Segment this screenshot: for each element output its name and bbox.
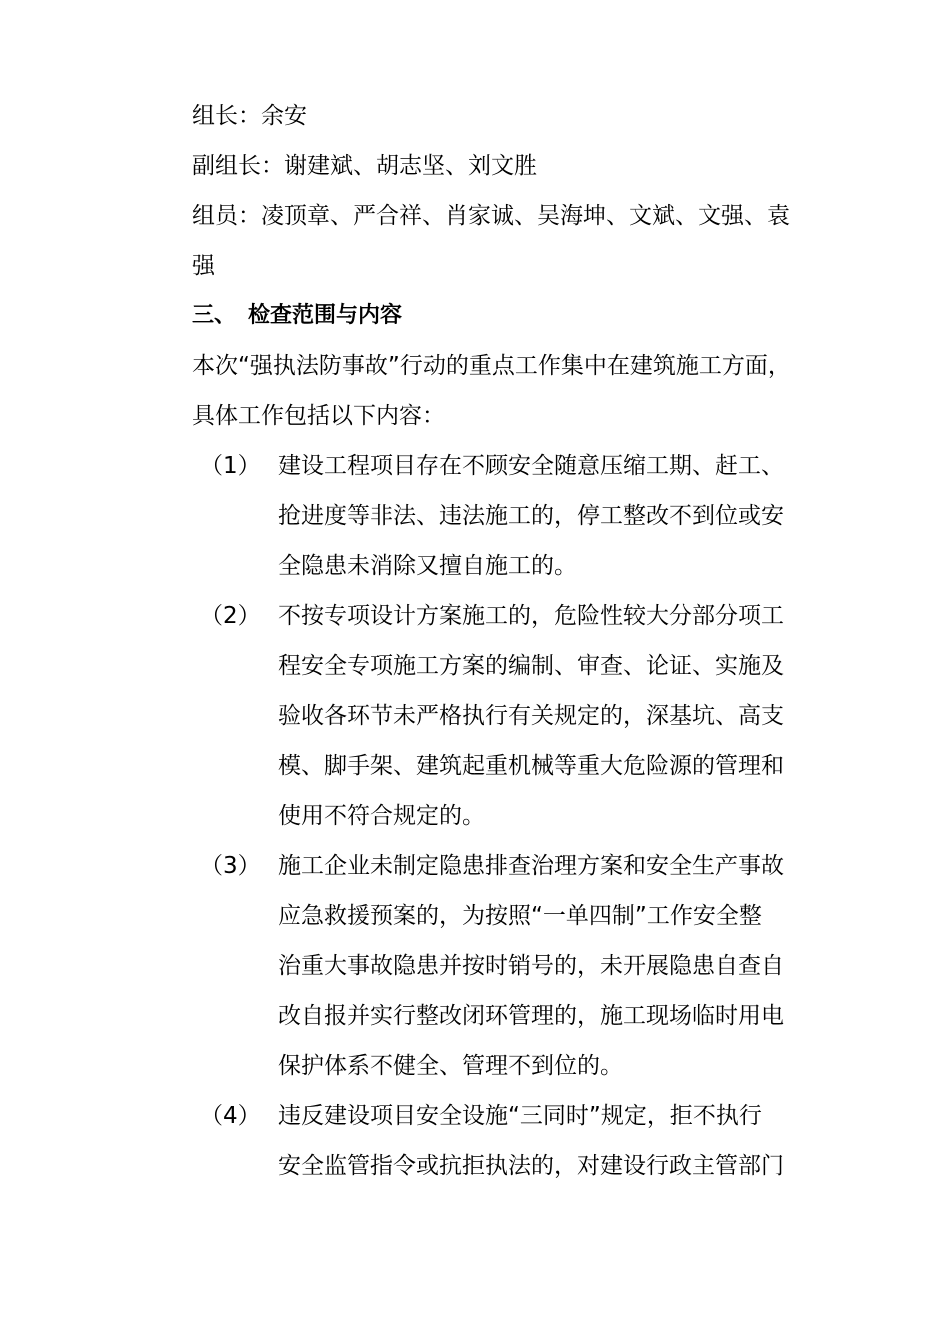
document-page [192, 91, 822, 1191]
list-item-line: 应急救援预案的，为按照“一单四制”工作安全整 [278, 903, 762, 929]
list-item-line: 验收各环节未严格执行有关规定的，深基坑、高支 [278, 703, 784, 729]
list-item-line: 程安全专项施工方案的编制、审查、论证、实施及 [278, 653, 784, 679]
section-title: 检查范围与内容 [248, 303, 403, 328]
team-members-line-2: 强 [192, 253, 215, 279]
list-item-body [278, 841, 822, 1091]
list-item-line: 安全监管指令或抗拒执法的，对建设行政主管部门 [278, 1153, 784, 1179]
list-item-marker: （2） [200, 603, 261, 629]
team-members-line-1: 组员：凌顶章、严合祥、肖家诚、吴海坤、文斌、文强、袁 [192, 203, 790, 229]
section-heading [192, 291, 822, 341]
list-item-body [278, 1091, 822, 1191]
list-item-line: 改自报并实行整改闭环管理的，施工现场临时用电 [278, 1003, 784, 1029]
team-deputy: 副组长：谢建斌、胡志坚、刘文胜 [192, 153, 537, 179]
list-item [192, 441, 822, 591]
list-item-line: 不按专项设计方案施工的，危险性较大分部分项工 [278, 603, 784, 629]
list-item [192, 1091, 822, 1191]
list-item-line: 全隐患未消除又擅自施工的。 [278, 553, 577, 579]
team-leader: 组长：余安 [192, 103, 307, 129]
list-item-marker: （3） [200, 853, 261, 879]
list-item-line: 施工企业未制定隐患排查治理方案和安全生产事故 [278, 853, 784, 879]
section-intro-line-1: 本次“强执法防事故”行动的重点工作集中在建筑施工方面， [192, 353, 791, 379]
list-item [192, 841, 822, 1091]
list-item-body [278, 441, 822, 591]
list-item-line: 建设工程项目存在不顾安全随意压缩工期、赶工、 [278, 453, 784, 479]
list-item-marker: （4） [200, 1103, 261, 1129]
section-intro-line-2: 具体工作包括以下内容： [192, 403, 445, 429]
list-item-line: 模、脚手架、建筑起重机械等重大危险源的管理和 [278, 753, 784, 779]
list-item-line: 违反建设项目安全设施“三同时”规定，拒不执行 [278, 1103, 762, 1129]
list-item-marker: （1） [200, 453, 261, 479]
list-item-line: 治重大事故隐患并按时销号的，未开展隐患自查自 [278, 953, 784, 979]
list-item-line: 抢进度等非法、违法施工的，停工整改不到位或安 [278, 503, 784, 529]
list-item-line: 保护体系不健全、管理不到位的。 [278, 1053, 623, 1079]
section-number: 三、 [192, 303, 237, 328]
list-item [192, 591, 822, 841]
list-item-line: 使用不符合规定的。 [278, 803, 485, 829]
list-item-body [278, 591, 822, 841]
